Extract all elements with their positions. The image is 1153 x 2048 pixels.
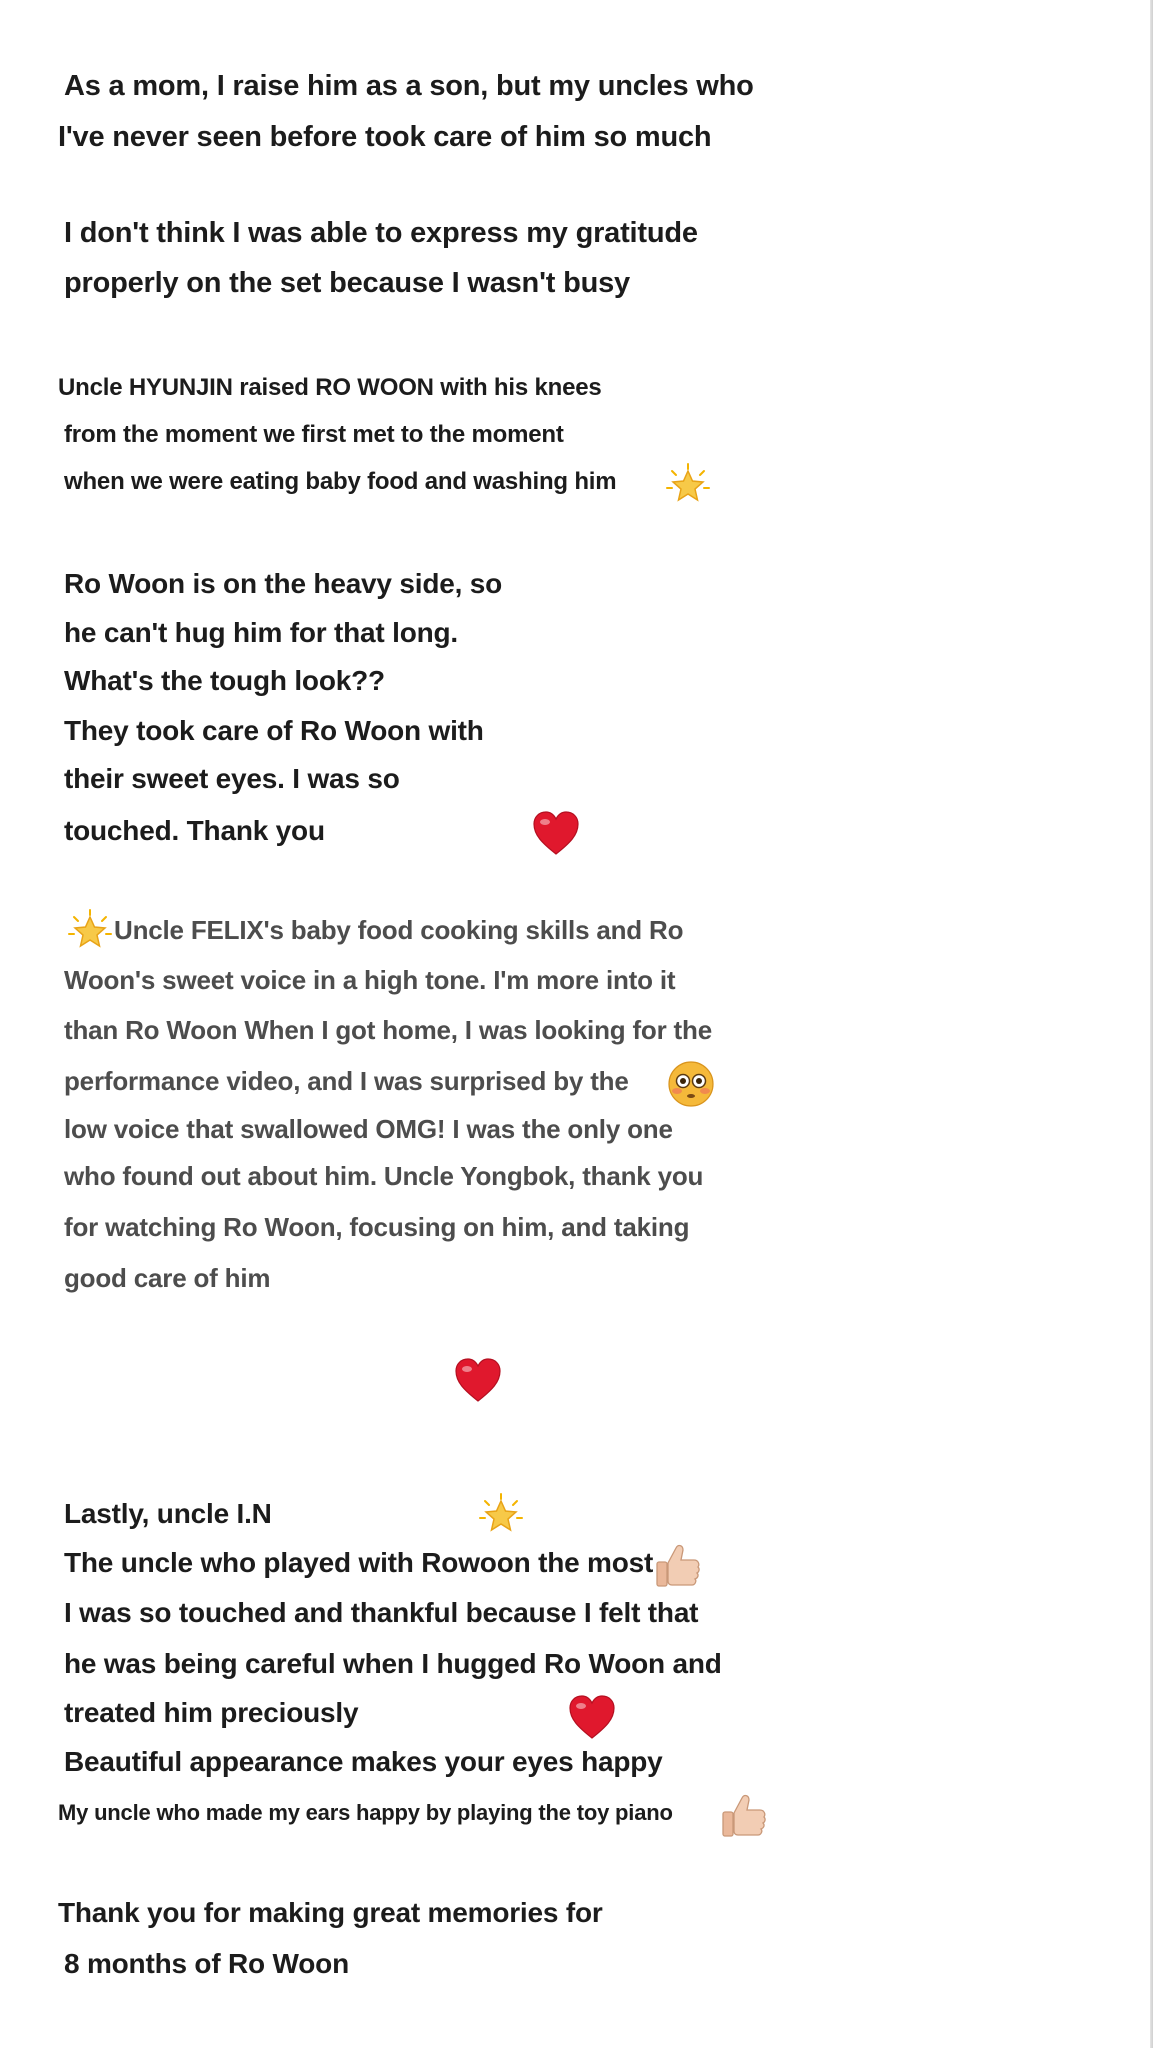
message-line: I was so touched and thankful because I felt that xyxy=(64,1597,699,1628)
message-line: he was being careful when I hugged Ro Woon and xyxy=(64,1648,722,1679)
red-heart-icon xyxy=(568,1694,616,1740)
message-line: their sweet eyes. I was so xyxy=(64,763,400,794)
message-line: properly on the set because I wasn't busy xyxy=(64,267,630,299)
message-line: My uncle who made my ears happy by playing the toy piano xyxy=(58,1800,673,1825)
red-heart-icon xyxy=(532,810,580,856)
message-line: Thank you for making great memories for xyxy=(58,1897,603,1928)
message-line: Uncle FELIX's baby food cooking skills and Ro xyxy=(114,915,684,945)
message-line: They took care of Ro Woon with xyxy=(64,715,484,746)
message-line: who found out about him. Uncle Yongbok, thank you xyxy=(64,1161,704,1191)
message-line: I don't think I was able to express my gratitude xyxy=(64,217,698,249)
flushed-face-icon xyxy=(667,1060,715,1108)
message-line: What's the tough look?? xyxy=(64,665,385,696)
glowing-star-icon xyxy=(477,1492,525,1540)
message-line: touched. Thank you xyxy=(64,815,325,846)
message-line: The uncle who played with Rowoon the most xyxy=(64,1547,654,1578)
message-line: for watching Ro Woon, focusing on him, and taking xyxy=(64,1212,690,1242)
message-line: I've never seen before took care of him so much xyxy=(58,121,712,153)
message-line: Ro Woon is on the heavy side, so xyxy=(64,568,503,599)
red-heart-icon xyxy=(454,1357,502,1403)
message-line: Beautiful appearance makes your eyes happy xyxy=(64,1746,663,1777)
thumbs-up-icon xyxy=(718,1790,770,1842)
message-line: he can't hug him for that long. xyxy=(64,617,458,648)
glowing-star-icon xyxy=(664,462,712,510)
message-line: from the moment we first met to the moment xyxy=(64,421,564,448)
glowing-star-icon xyxy=(66,908,114,956)
message-line: Lastly, uncle I.N xyxy=(64,1498,272,1529)
message-line: 8 months of Ro Woon xyxy=(64,1948,349,1979)
message-line: good care of him xyxy=(64,1263,271,1293)
message-line: Uncle HYUNJIN raised RO WOON with his knees xyxy=(58,374,602,401)
message-line: treated him preciously xyxy=(64,1697,359,1728)
message-line: when we were eating baby food and washing him xyxy=(64,468,617,495)
message-line: than Ro Woon When I got home, I was looking for the xyxy=(64,1015,712,1045)
message-line: performance video, and I was surprised by the xyxy=(64,1066,629,1096)
message-line: low voice that swallowed OMG! I was the only one xyxy=(64,1114,673,1144)
message-line: Woon's sweet voice in a high tone. I'm more into it xyxy=(64,965,676,995)
thumbs-up-icon xyxy=(652,1540,704,1592)
message-line: As a mom, I raise him as a son, but my uncles who xyxy=(64,70,754,102)
